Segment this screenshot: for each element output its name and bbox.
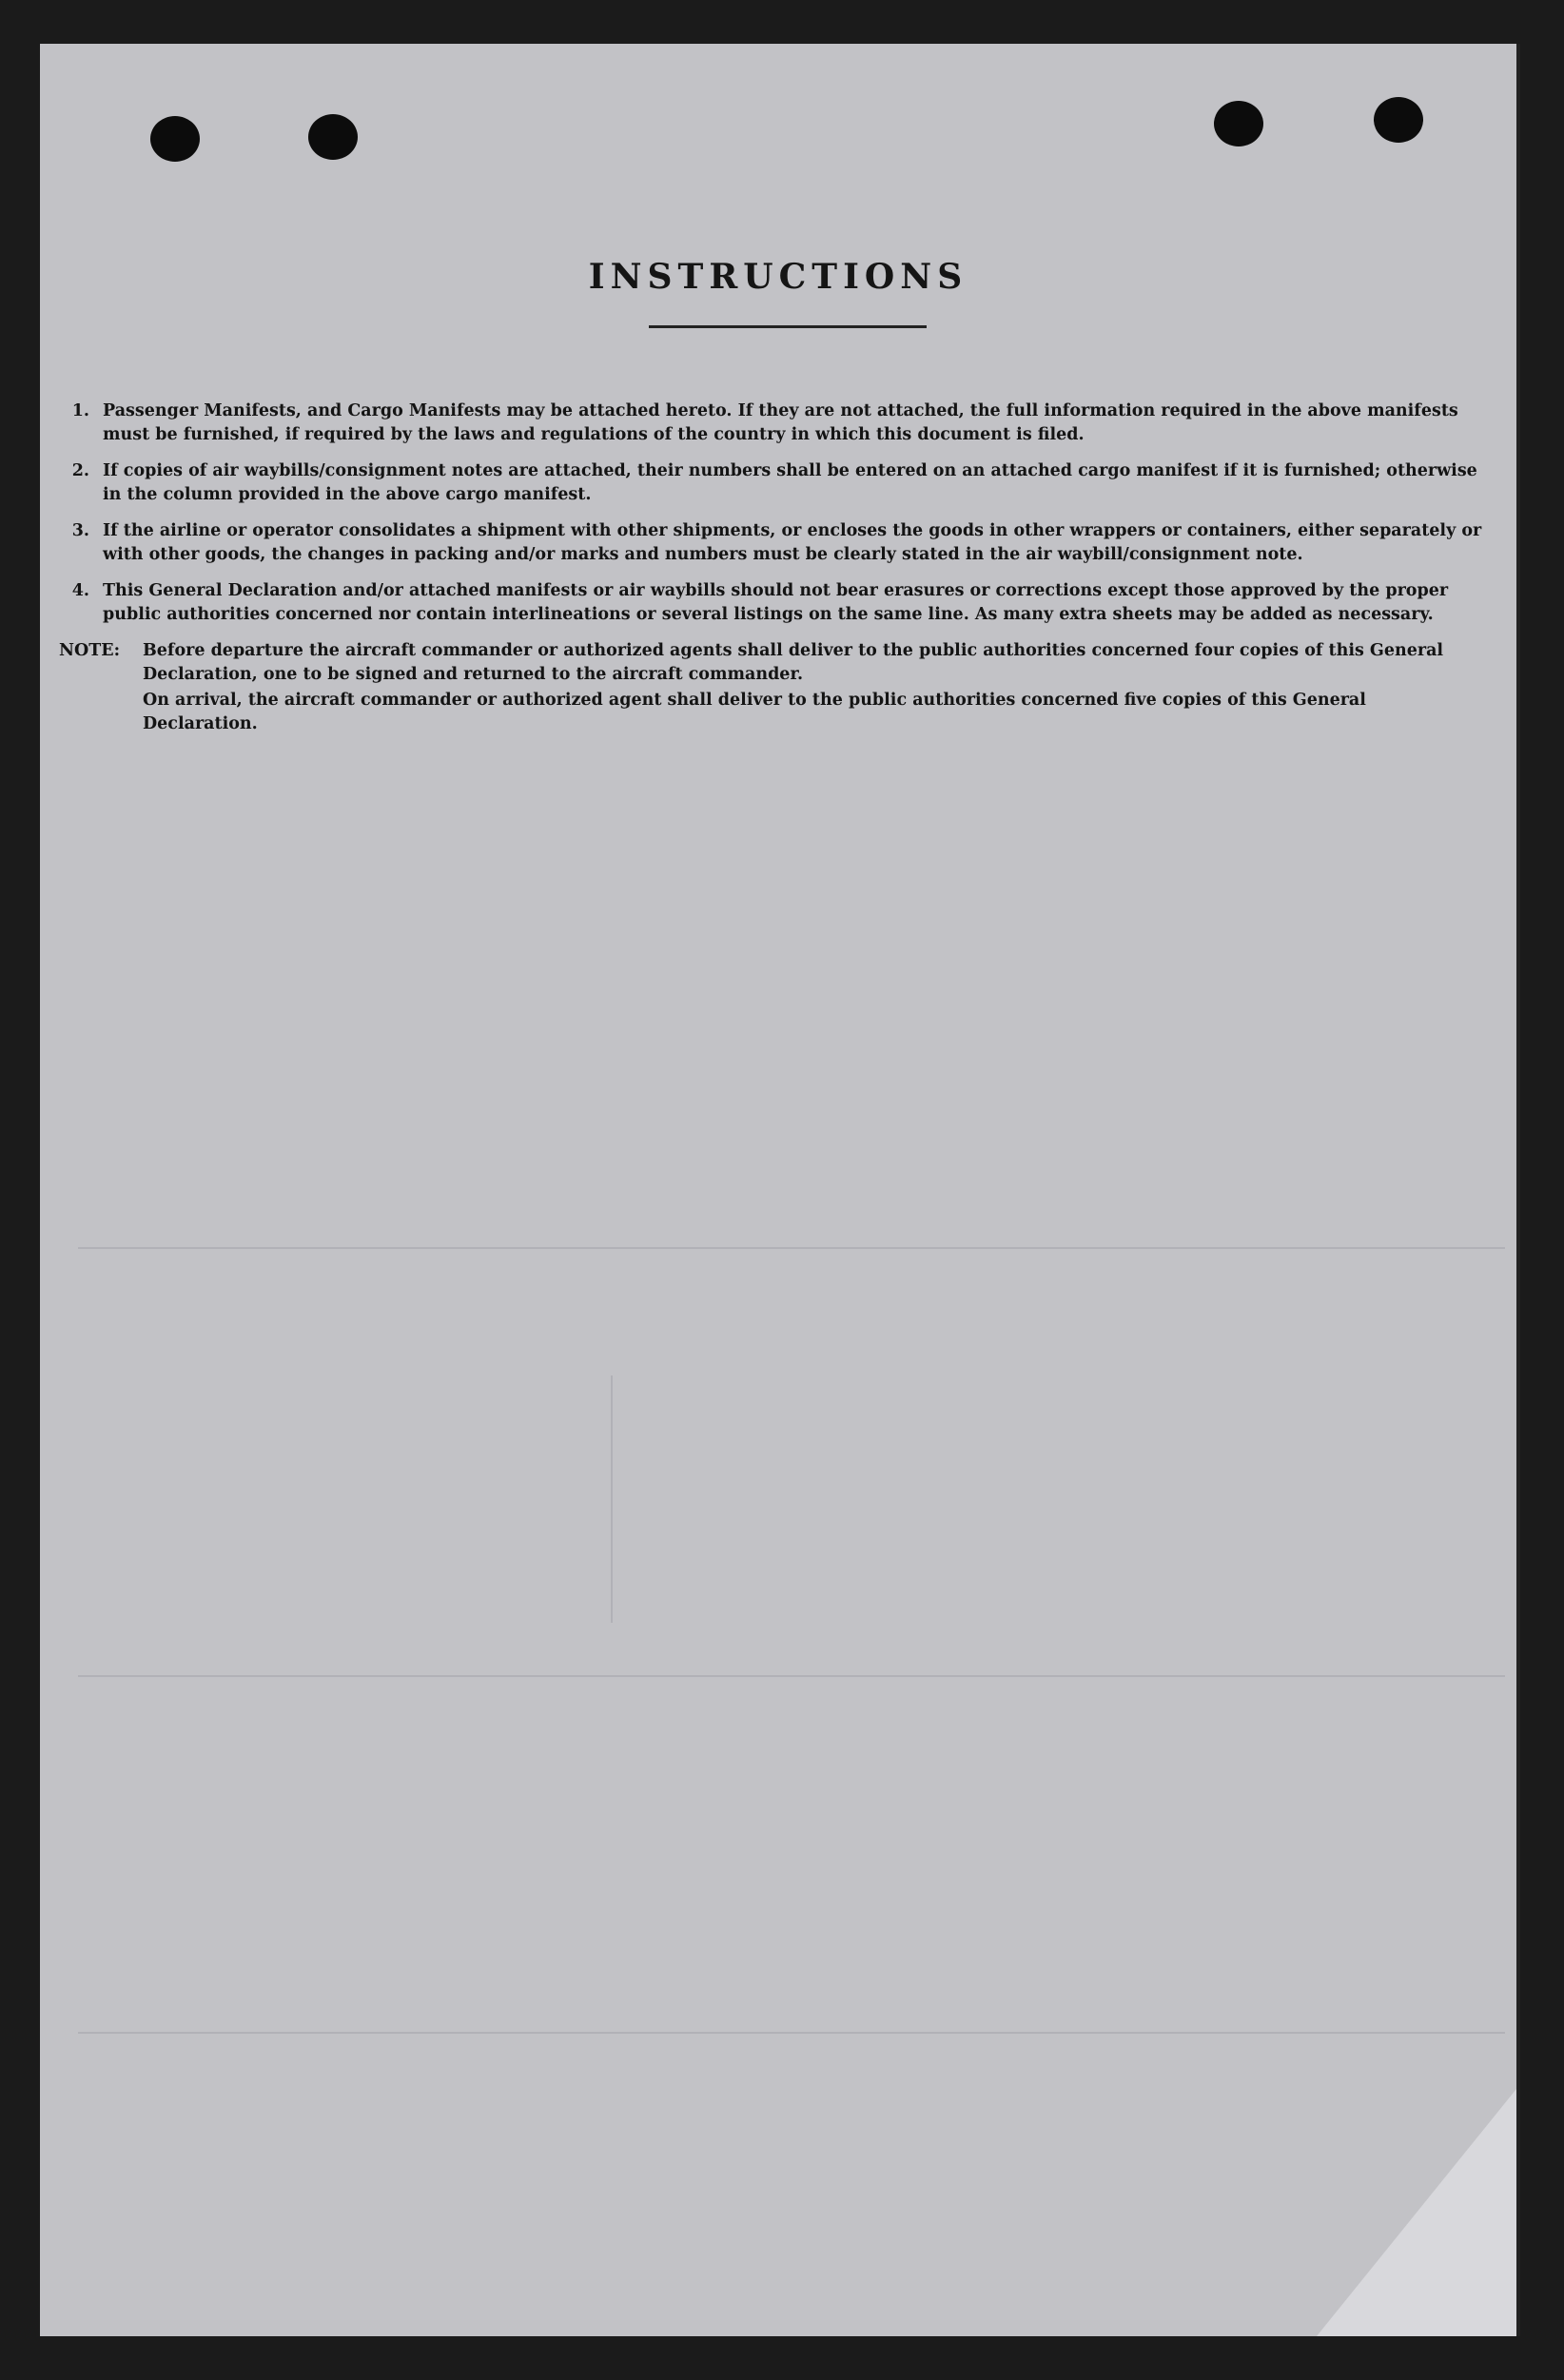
note-text-arrival: On arrival, the aircraft commander or authorized agent shall deliver to the public authorities concerned five copies of this General Declaration. — [143, 691, 1366, 733]
instruction-item — [57, 519, 1484, 567]
show-through-line — [78, 1675, 1505, 1677]
punch-hole-4 — [1374, 97, 1423, 143]
item-number: 2. — [71, 461, 89, 480]
instructions-list — [57, 400, 1484, 749]
title-underline — [649, 325, 927, 328]
item-number: 4. — [71, 581, 89, 600]
item-number: 3. — [71, 521, 89, 540]
document-page — [40, 44, 1520, 2336]
instruction-item — [57, 579, 1484, 627]
instruction-item — [57, 459, 1484, 507]
page-title: INSTRUCTIONS — [588, 257, 968, 297]
punch-hole-1 — [150, 116, 200, 162]
show-through-line — [78, 1247, 1505, 1249]
item-text: If copies of air waybills/consignment notes are attached, their numbers shall be entered on an attached cargo manifest if it is furnished; otherwise in the column provided in the above cargo manifest. — [103, 461, 1477, 504]
folded-corner — [1317, 2089, 1516, 2336]
note-label: NOTE: — [59, 641, 121, 660]
show-through-line — [78, 2032, 1505, 2034]
punch-hole-3 — [1214, 101, 1263, 146]
item-text: This General Declaration and/or attached manifests or air waybills should not bear erasures or corrections except those approved by the proper public authorities concerned nor contain interlineations or several listings on the same line. As many extra sheets may be added as necessary. — [103, 581, 1449, 624]
instruction-item — [57, 400, 1484, 447]
note-block — [59, 639, 1484, 736]
item-text: If the airline or operator consolidates a shipment with other shipments, or encloses the goods in other wrappers or containers, either separately or with other goods, the changes in packing and/or marks and numbers must be clearly stated in the air waybill/consignment note. — [103, 521, 1482, 564]
note-text-departure: Before departure the aircraft commander or authorized agents shall deliver to the public authorities concerned four copies of this General Declaration, one to be signed and returned to the aircraft commander. — [143, 641, 1444, 684]
punch-hole-2 — [308, 114, 358, 160]
show-through-line — [611, 1375, 613, 1623]
item-text: Passenger Manifests, and Cargo Manifests may be attached hereto. If they are not attached, the full information required in the above manifests must be furnished, if required by the laws and regulations of the country in which this document is filed. — [103, 401, 1458, 444]
item-number: 1. — [71, 401, 89, 420]
